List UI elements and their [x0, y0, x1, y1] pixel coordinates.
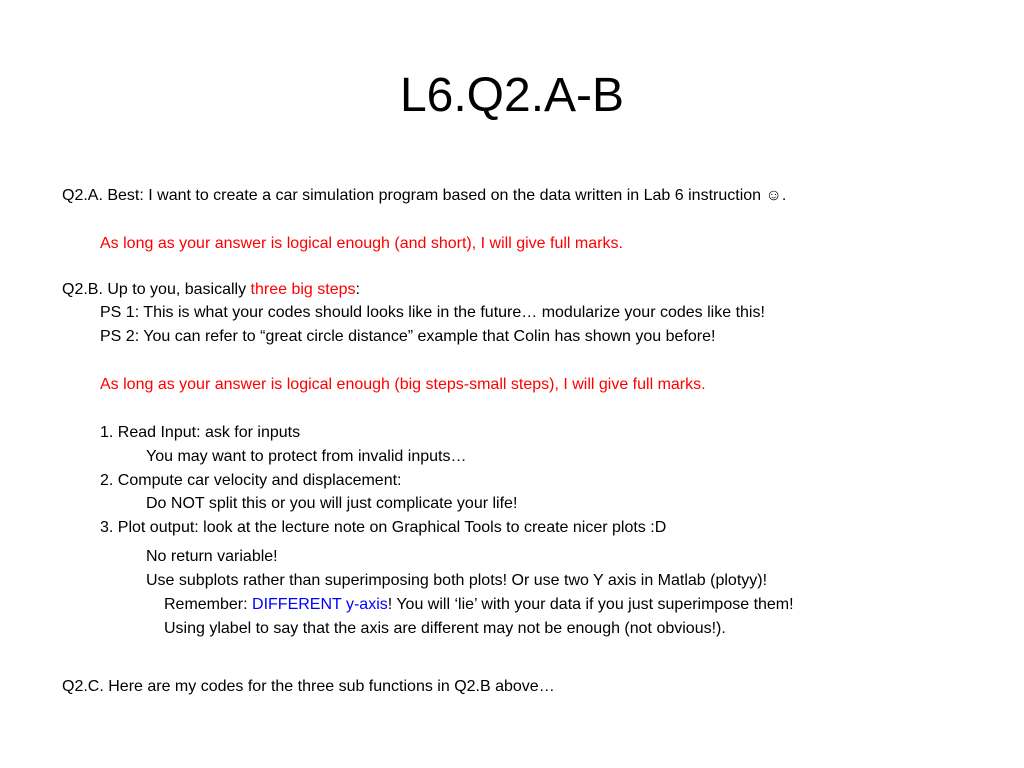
slide-title: L6.Q2.A-B: [399, 69, 625, 122]
q2b-note: As long as your answer is logical enough (big steps-small steps), I will give full marks.: [100, 376, 706, 393]
q2b-heading-prefix: Q2.B. Up to you, basically: [62, 281, 251, 298]
step-1-label: 1. Read Input: ask for inputs: [100, 424, 301, 441]
q2b-heading-suffix: :: [355, 281, 360, 298]
remember-suffix: ! You will ‘lie’ with your data if you just superimpose them!: [387, 596, 794, 613]
q2a-text: Q2.A. Best: I want to create a car simulation program based on the data written in Lab 6 instruction ☺.: [62, 187, 787, 204]
q2b-ps1: PS 1: This is what your codes should looks like in the future… modularize your codes like this!: [100, 304, 765, 321]
q2c-text: Q2.C. Here are my codes for the three sub functions in Q2.B above…: [62, 678, 555, 695]
q2b-heading: [62, 280, 360, 300]
step-2-detail: Do NOT split this or you will just complicate your life!: [146, 495, 518, 512]
q2b-ps2: PS 2: You can refer to “great circle distance” example that Colin has shown you before!: [100, 328, 716, 345]
step-3-detail-no-return: No return variable!: [146, 548, 278, 565]
step-2-label: 2. Compute car velocity and displacement:: [100, 472, 402, 489]
step-1-detail: You may want to protect from invalid inputs…: [146, 448, 467, 465]
remember-different-y-axis: DIFFERENT y-axis: [252, 596, 388, 613]
q2a-note: As long as your answer is logical enough (and short), I will give full marks.: [100, 235, 623, 252]
step-3-label: 3. Plot output: look at the lecture note on Graphical Tools to create nicer plots :D: [100, 519, 667, 536]
q2b-three-big-steps: three big steps: [250, 281, 356, 298]
step-3-remember: [164, 595, 794, 615]
step-3-ylabel-note: Using ylabel to say that the axis are different may not be enough (not obvious!).: [164, 620, 726, 637]
remember-prefix: Remember:: [164, 596, 253, 613]
step-3-detail-subplots: Use subplots rather than superimposing both plots! Or use two Y axis in Matlab (plotyy)!: [146, 572, 768, 589]
